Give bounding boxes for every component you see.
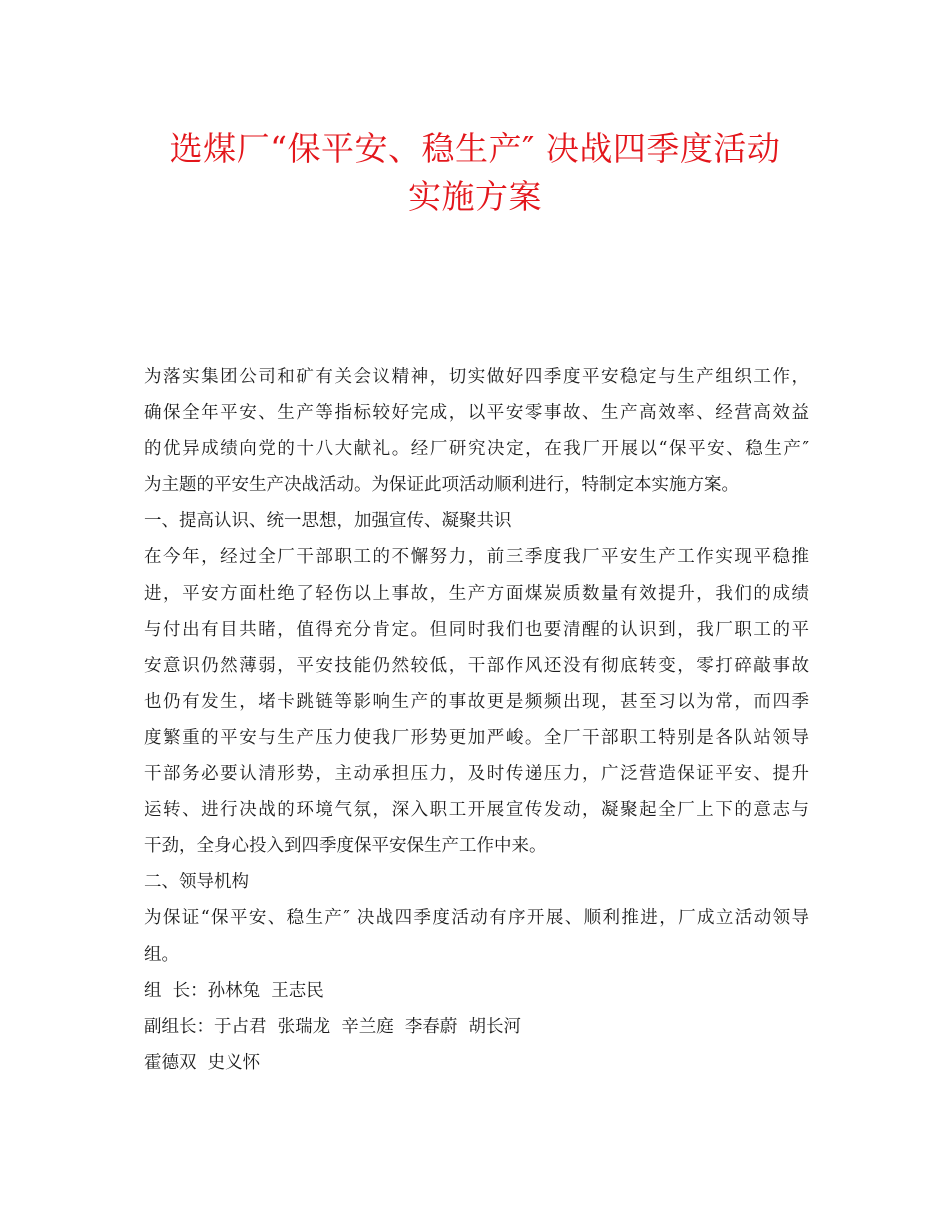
section-heading-text: 一、提高认识、统一思想，加强宣传、凝聚共识: [144, 511, 512, 532]
text-line: 确保全年平安、生产等指标较好完成，以平安零事故、生产高效率、经营高效益: [144, 403, 809, 424]
text-line: 也仍有发生，堵卡跳链等影响生产的事故更是频频出现，甚至习以为常，而四季: [144, 691, 809, 712]
document-title-line-1: 选煤厂“保平安、稳生产″ 决战四季度活动: [169, 129, 781, 168]
deputy-leader-line: 副组长：于占君 张瑞龙 辛兰庭 李春蔚 胡长河: [144, 1016, 522, 1037]
document-title-line-2: 实施方案: [408, 177, 542, 216]
text-line: 度繁重的平安与生产压力使我厂形势更加严峻。全厂干部职工特别是各队站领导: [144, 727, 809, 748]
section-1-paragraph: [144, 539, 809, 864]
text-line: 组。: [144, 944, 179, 965]
text-line: 干劲，全身心投入到四季度保平安保生产工作中来。: [144, 836, 547, 857]
intro-paragraph: [144, 359, 809, 503]
section-1-heading: [144, 503, 809, 539]
text-line: 为主题的平安生产决战活动。为保证此项活动顺利进行，特制定本实施方案。: [144, 475, 739, 496]
text-line: 在今年，经过全厂干部职工的不懈努力，前三季度我厂平安生产工作实现平稳推: [144, 547, 809, 568]
text-line: 运转、进行决战的环境气氛，深入职工开展宣传发动，凝聚起全厂上下的意志与: [144, 800, 809, 821]
text-line: 干部务必要认清形势，主动承担压力，及时传递压力，广泛营造保证平安、提升: [144, 764, 809, 785]
text-line: 的优异成绩向党的十八大献礼。经厂研究决定，在我厂开展以“保平安、稳生产″: [144, 439, 809, 460]
section-2-heading: [144, 864, 809, 900]
deputy-leader-line-continued: 霍德双 史义怀: [144, 1052, 261, 1073]
text-line: 与付出有目共睹，值得充分肯定。但同时我们也要清醒的认识到，我厂职工的平: [144, 619, 809, 640]
section-heading-text: 二、领导机构: [144, 872, 249, 893]
section-2-paragraph: [144, 900, 809, 972]
text-line: 为落实集团公司和矿有关会议精神，切实做好四季度平安稳定与生产组织工作，: [144, 367, 809, 387]
text-line: 进，平安方面杜绝了轻伤以上事故，生产方面煤炭质数量有效提升，我们的成绩: [144, 583, 809, 604]
document-body: [144, 359, 809, 1081]
leader-line: 组 长：孙林兔 王志民: [144, 980, 324, 1001]
leader-list: [144, 973, 809, 1081]
text-line: 为保证“保平安、稳生产″ 决战四季度活动有序开展、顺利推进，厂成立活动领导: [144, 908, 809, 929]
text-line: 安意识仍然薄弱，平安技能仍然较低，干部作风还没有彻底转变，零打碎敲事故: [144, 655, 809, 676]
